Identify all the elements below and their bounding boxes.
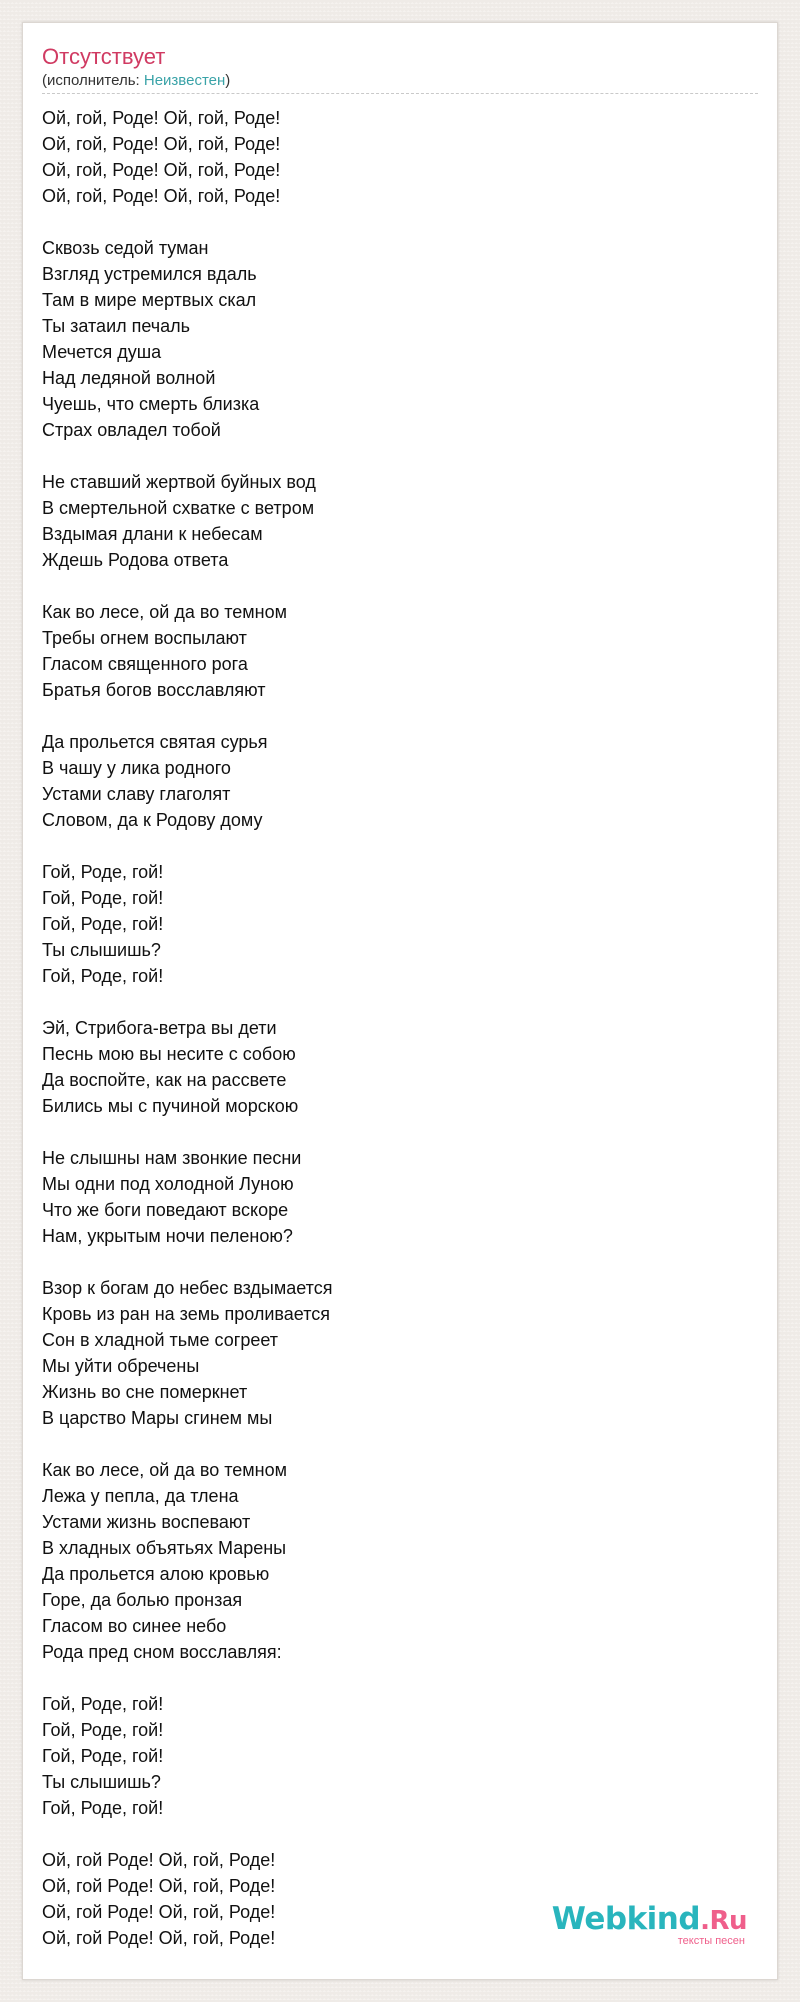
lyric-line: Как во лесе, ой да во темном [42,602,287,622]
lyric-line: Сквозь седой туман [42,238,209,258]
song-title: Отсутствует [42,44,166,69]
lyrics-stanza [42,1015,758,1119]
logo-tagline: тексты песен [677,1935,745,1947]
lyric-line: Гласом во синее небо [42,1616,227,1636]
lyric-line: Над ледяной волной [42,368,216,388]
site-logo[interactable] [552,1903,747,1947]
lyric-line: Да воспойте, как на рассвете [42,1070,287,1090]
lyrics-stanza [42,235,758,443]
lyric-line: Гласом священного рога [42,654,248,674]
lyrics-stanza [42,1145,758,1249]
lyric-line: Гой, Роде, гой! [42,914,164,934]
lyric-line: Ой, гой Роде! Ой, гой, Роде! [42,1876,276,1896]
lyric-line: Гой, Роде, гой! [42,1798,164,1818]
lyric-line: Гой, Роде, гой! [42,862,164,882]
lyric-line: Гой, Роде, гой! [42,966,164,986]
lyric-line: Не слышны нам звонкие песни [42,1148,302,1168]
lyric-line: Там в мире мертвых скал [42,290,257,310]
lyric-line: Не ставший жертвой буйных вод [42,472,316,492]
lyric-line: В хладных объятьях Марены [42,1538,287,1558]
lyric-line: Лежа у пепла, да тлена [42,1486,239,1506]
logo-name: Webkind [551,1901,701,1937]
lyric-line: Страх овладел тобой [42,420,221,440]
lyrics-body [42,105,758,1977]
lyric-line: Ой, гой Роде! Ой, гой, Роде! [42,1902,276,1922]
lyric-line: Гой, Роде, гой! [42,1720,164,1740]
lyric-line: Взор к богам до небес вздымается [42,1278,333,1298]
lyric-line: Ты затаил печаль [42,316,191,336]
lyric-line: Мы уйти обречены [42,1356,200,1376]
lyric-line: Как во лесе, ой да во темном [42,1460,287,1480]
lyric-line: В чашу у лика родного [42,758,231,778]
lyric-line: Эй, Стрибога-ветра вы дети [42,1018,277,1038]
logo-domain-suffix: .Ru [700,1906,747,1936]
logo-wordmark [552,1903,747,1937]
lyric-line: Словом, да к Родову дому [42,810,263,830]
lyric-line: В смертельной схватке с ветром [42,498,315,518]
lyrics-stanza [42,105,758,209]
lyric-line: Гой, Роде, гой! [42,888,164,908]
lyric-line: Вздымая длани к небесам [42,524,263,544]
lyric-line: Гой, Роде, гой! [42,1694,164,1714]
title-divider [42,93,758,94]
lyrics-stanza [42,1275,758,1431]
lyric-line: Горе, да болью пронзая [42,1590,243,1610]
lyric-line: Ты слышишь? [42,940,161,960]
lyric-line: Да прольется алою кровью [42,1564,270,1584]
lyrics-card [22,22,778,1980]
lyrics-stanza [42,1457,758,1665]
lyrics-stanza [42,729,758,833]
lyric-line: Ты слышишь? [42,1772,161,1792]
artist-prefix: (исполнитель: [42,72,144,89]
lyric-line: Устами жизнь воспевают [42,1512,251,1532]
lyric-line: Гой, Роде, гой! [42,1746,164,1766]
lyric-line: Нам, укрытым ночи пеленою? [42,1226,293,1246]
lyrics-stanza [42,859,758,989]
lyric-line: Взгляд устремился вдаль [42,264,257,284]
lyric-line: Жизнь во сне померкнет [42,1382,248,1402]
lyric-line: Ой, гой Роде! Ой, гой, Роде! [42,1850,276,1870]
lyric-line: Что же боги поведают вскоре [42,1200,289,1220]
lyric-line: Бились мы с пучиной морскою [42,1096,299,1116]
artist-suffix: ) [225,72,231,89]
lyric-line: В царство Мары сгинем мы [42,1408,273,1428]
lyric-line: Устами славу глаголят [42,784,231,804]
artist-line [42,72,230,90]
lyrics-stanza [42,1691,758,1821]
lyric-line: Ой, гой, Роде! Ой, гой, Роде! [42,108,281,128]
lyrics-stanza [42,469,758,573]
lyric-line: Требы огнем воспылают [42,628,247,648]
lyric-line: Мы одни под холодной Луною [42,1174,294,1194]
lyric-line: Мечется душа [42,342,162,362]
lyric-line: Кровь из ран на земь проливается [42,1304,330,1324]
lyric-line: Ждешь Родова ответа [42,550,229,570]
lyric-line: Ой, гой, Роде! Ой, гой, Роде! [42,134,281,154]
lyric-line: Рода пред сном восславляя: [42,1642,282,1662]
lyric-line: Сон в хладной тьме согреет [42,1330,279,1350]
lyric-line: Да прольется святая сурья [42,732,268,752]
lyric-line: Песнь мою вы несите с собою [42,1044,296,1064]
lyrics-stanza [42,599,758,703]
lyric-line: Ой, гой, Роде! Ой, гой, Роде! [42,160,281,180]
artist-link[interactable]: Неизвестен [143,72,226,89]
lyric-line: Братья богов восславляют [42,680,266,700]
lyric-line: Ой, гой Роде! Ой, гой, Роде! [42,1928,276,1948]
lyric-line: Чуешь, что смерть близка [42,394,260,414]
lyric-line: Ой, гой, Роде! Ой, гой, Роде! [42,186,281,206]
